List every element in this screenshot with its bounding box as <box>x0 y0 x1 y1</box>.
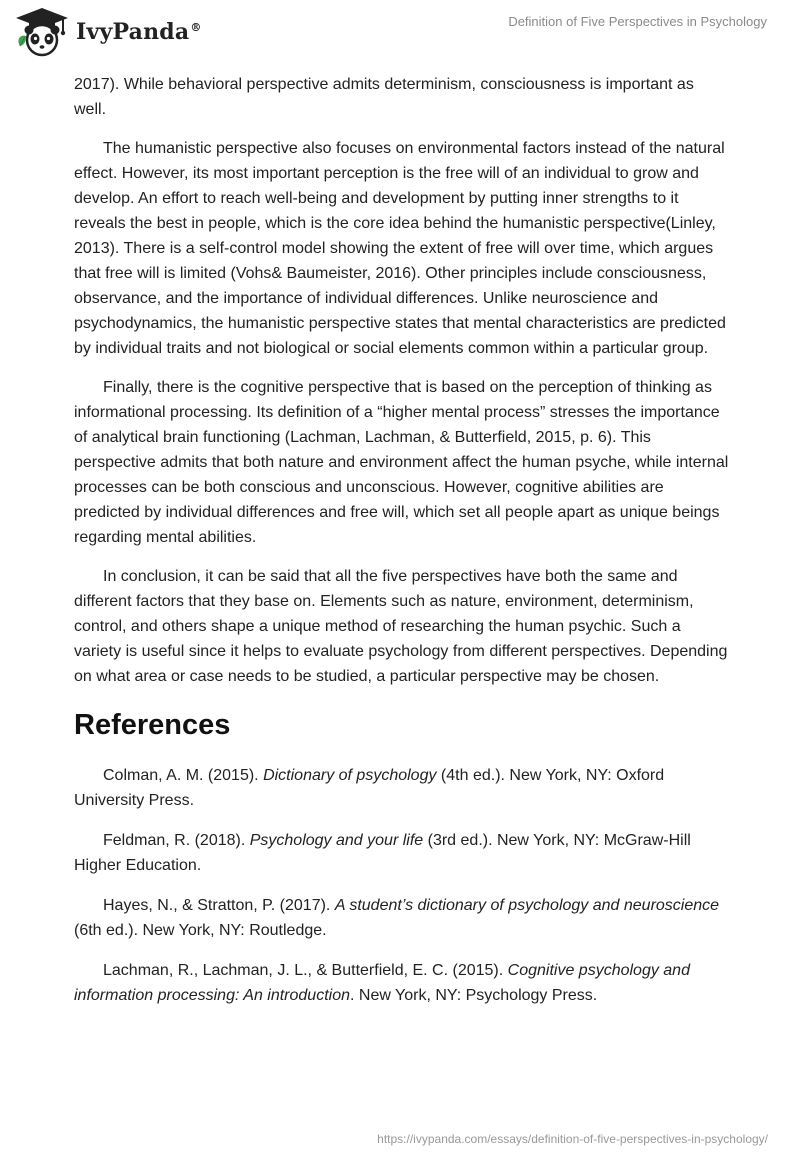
reference-item: Hayes, N., & Stratton, P. (2017). A student’s dictionary of psychology and neuroscience (6th ed.). New York, NY: Routledge. <box>74 897 720 939</box>
reference-item: Feldman, R. (2018). Psychology and your life (3rd ed.). New York, NY: McGraw-Hill Higher Education. <box>74 832 691 874</box>
source-url[interactable]: https://ivypanda.com/essays/definition-of-five-perspectives-in-psychology/ <box>377 1132 768 1146</box>
brand-name: IvyPanda® <box>76 19 202 45</box>
logo[interactable] <box>14 6 202 58</box>
paragraph-continuation: 2017). While behavioral perspective admits determinism, consciousness is important as well. <box>74 76 694 118</box>
paragraph-conclusion: In conclusion, it can be said that all the five perspectives have both the same and different factors that they base on. Elements such as nature, environment, determinism, control, and others shape a unique method of researching the human psychic. Such a variety is useful since it helps to evaluate psychology from different perspectives. Depending on what area or case needs to be studied, a particular perspective may be chosen. <box>74 568 728 685</box>
panda-graduate-icon <box>14 6 70 58</box>
reference-item: Lachman, R., Lachman, J. L., & Butterfield, E. C. (2015). Cognitive psychology and information processing: An introduction. New York, NY: Psychology Press. <box>74 962 690 1004</box>
references-heading: References <box>74 709 231 741</box>
page-header <box>0 0 800 70</box>
reference-item: Colman, A. M. (2015). Dictionary of psychology (4th ed.). New York, NY: Oxford University Press. <box>74 767 665 809</box>
essay-content <box>74 72 730 1023</box>
paragraph-humanistic: The humanistic perspective also focuses on environmental factors instead of the natural effect. However, its most important perception is the free will of an individual to grow and develop. An effort to reach well-being and development by putting inner strengths to it reveals the best in people, which is the core idea behind the humanistic perspective(Linley, 2013). There is a self-control model showing the extent of free will over time, which argues that free will is limited (Vohs& Baumeister, 2016). Other principles include consciousness, observance, and the importance of individual differences. Unlike neuroscience and psychodynamics, the humanistic perspective states that mental characteristics are predicted by individual traits and not biological or social elements common within a particular group. <box>74 140 726 357</box>
document-title: Definition of Five Perspectives in Psychology <box>508 14 767 29</box>
paragraph-cognitive: Finally, there is the cognitive perspective that is based on the perception of thinking as informational processing. Its definition of a “higher mental process” stresses the importance of analytical brain functioning (Lachman, Lachman, & Butterfield, 2015, p. 6). This perspective admits that both nature and environment affect the human psyche, while internal processes can be both conscious and unconscious. However, cognitive abilities are predicted by individual differences and free will, which set all people apart as unique beings regarding mental abilities. <box>74 379 729 546</box>
